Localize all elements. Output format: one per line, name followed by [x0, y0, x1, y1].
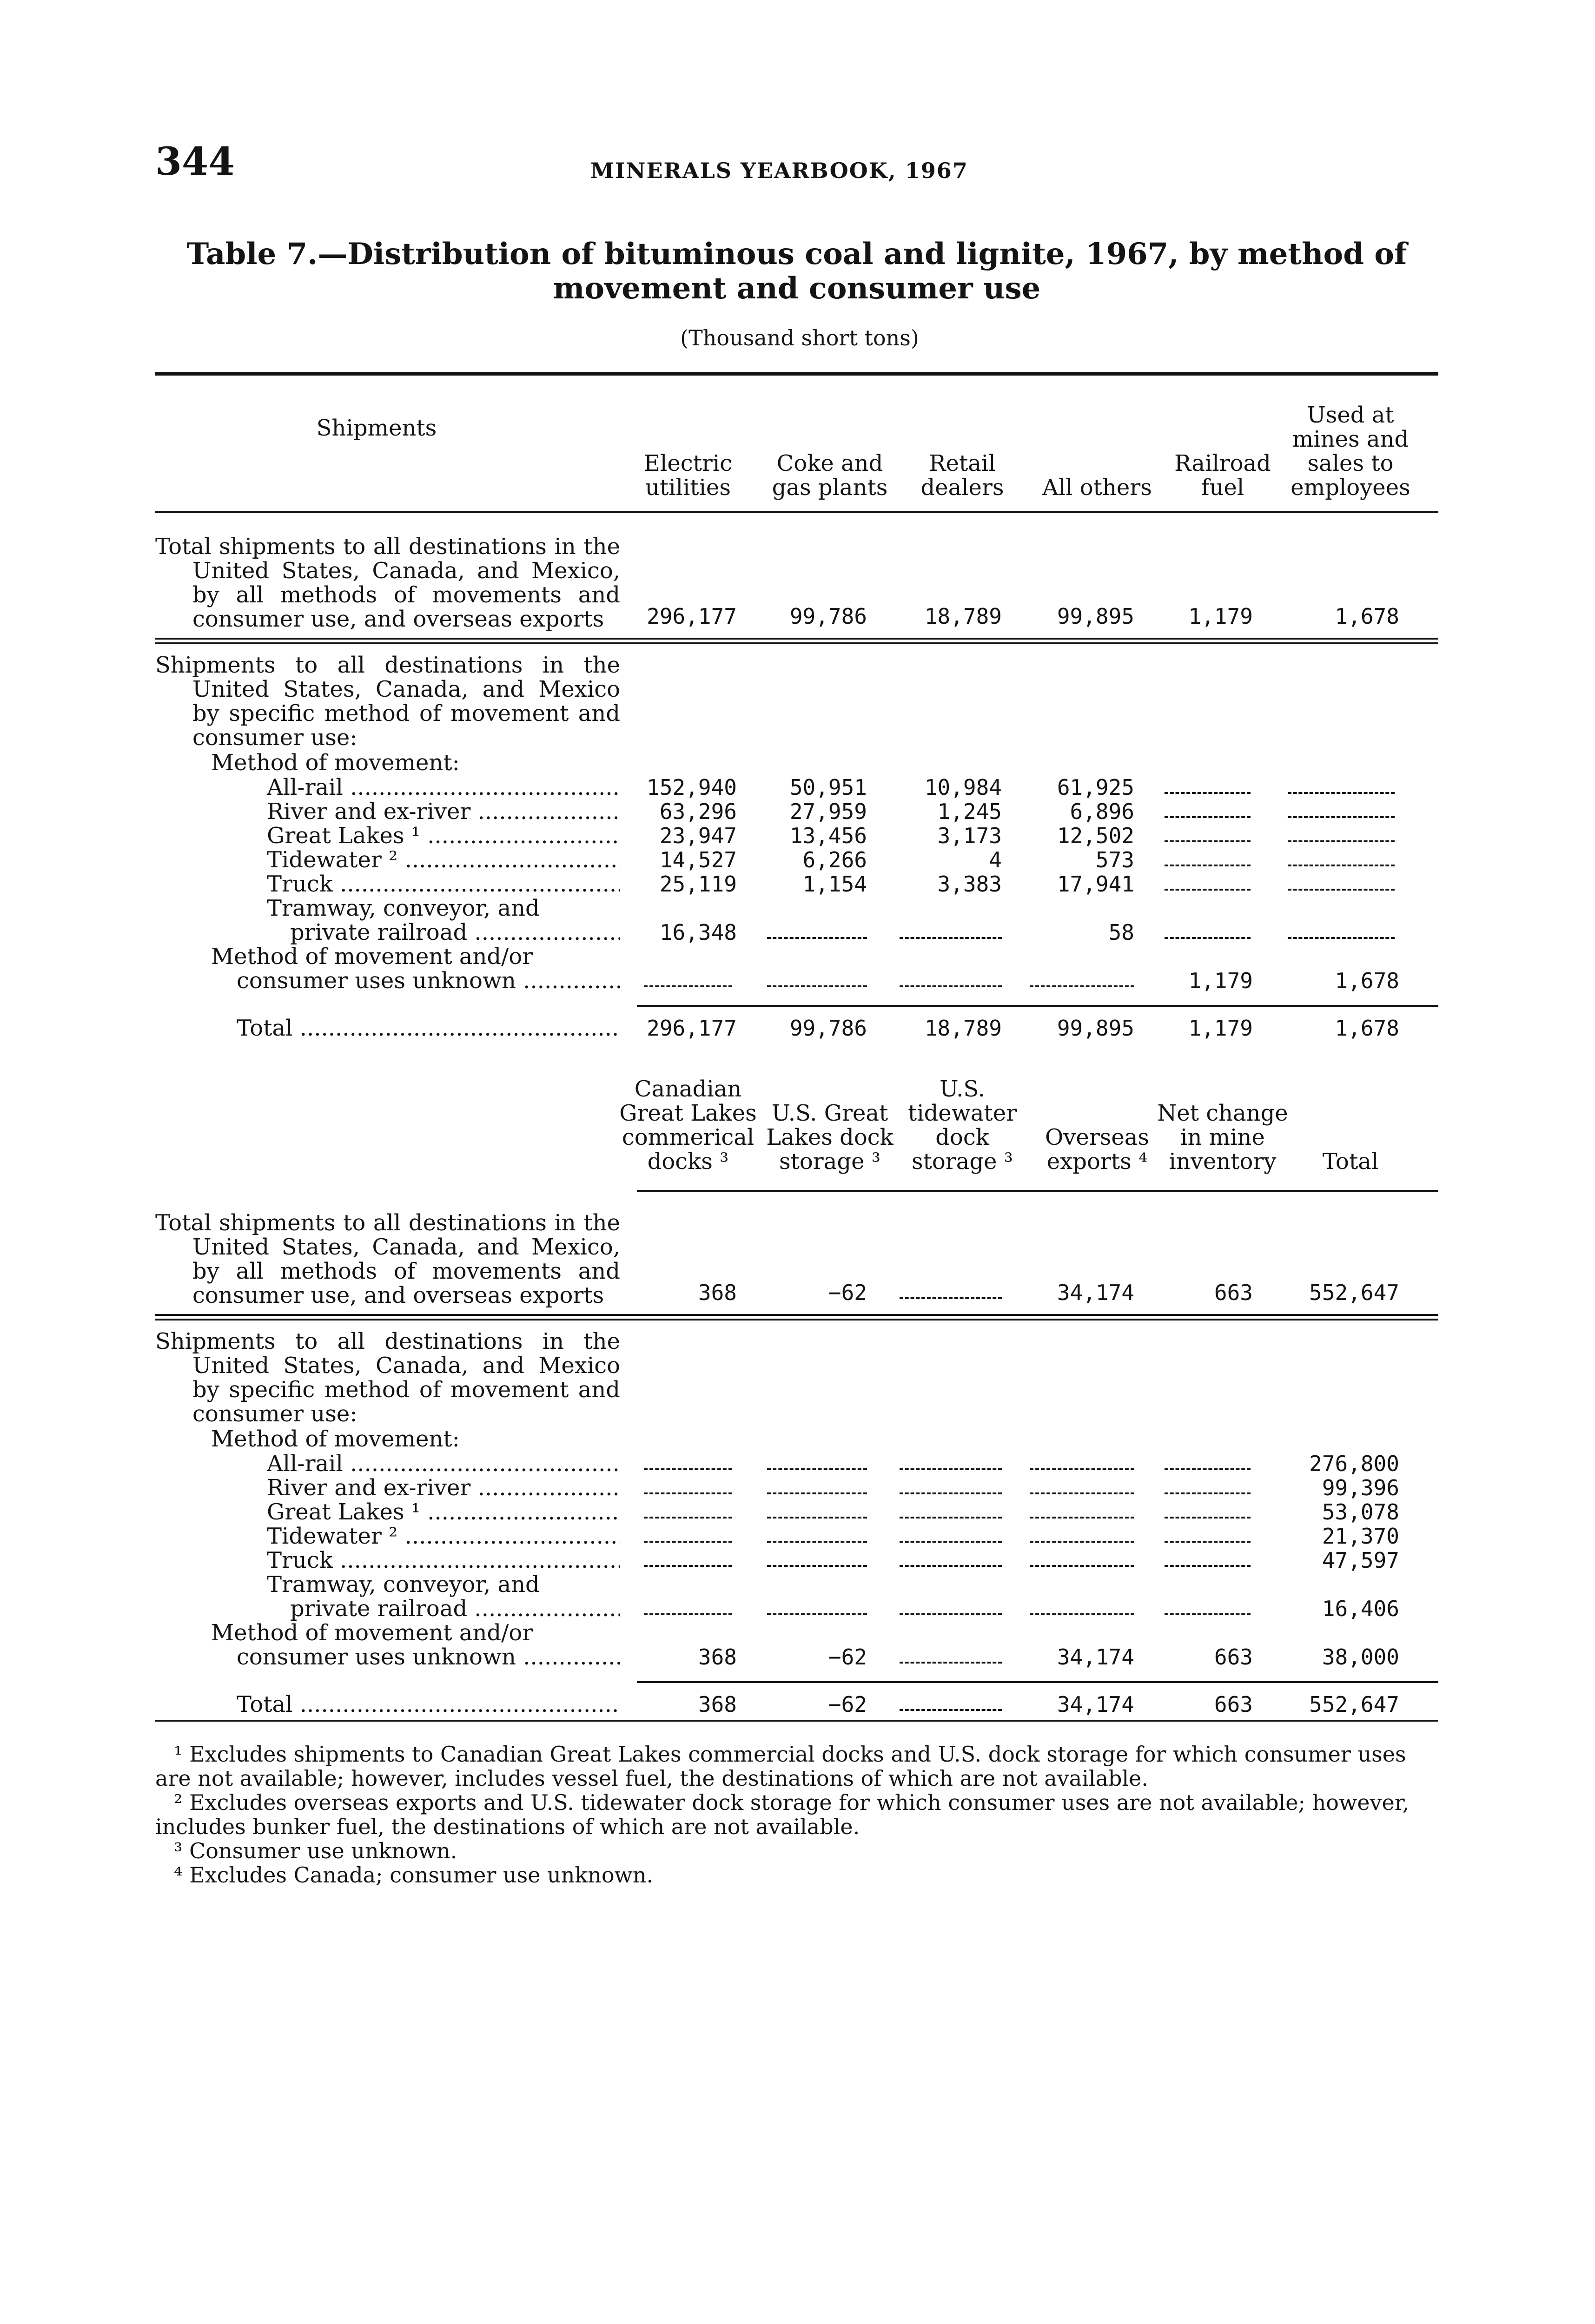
table-title-text: —Distribution of bituminous coal and lignite, 1967, by method of movement and consumer use: [318, 237, 1407, 306]
part-b-stub-total-shipments: Total shipments to all destinations in the United States, Canada, and Mexico, by all methods of movements and consumer use, and overseas exports: [155, 1210, 620, 1308]
part-b-row-tidewater-cell-6: 21,370: [1322, 1524, 1399, 1549]
part-b-row-unknown-cell-1: 368: [698, 1644, 737, 1670]
part-a-row-river-cell-1: 63,296: [659, 799, 737, 824]
part-a-row-tramway-cell-4: 58: [1108, 920, 1134, 945]
table-unit: (Thousand short tons): [680, 325, 919, 350]
part-b-row-tramway-empty-3: [900, 1613, 1002, 1615]
table-bottom-rule: [155, 1720, 1438, 1722]
part-b-row-tidewater-empty-4: [1030, 1541, 1134, 1543]
part-a-row-all-rail-empty-6: [1288, 792, 1395, 794]
part-b-stub-unknown-1: Method of movement and/or: [211, 1620, 533, 1646]
part-a-row-total-shipments-cell-6: 1,678: [1335, 604, 1399, 629]
header-b-bottom-rule: [637, 1190, 1438, 1192]
part-a-stub-unknown-1: Method of movement and/or: [211, 944, 533, 970]
header-a-bottom-rule: [155, 511, 1438, 513]
part-a-row-great-lakes-empty-6: [1288, 840, 1395, 842]
part-a-stub-method-heading: Method of movement:: [211, 750, 460, 776]
part-b-row-all-rail-empty-3: [900, 1468, 1002, 1470]
part-b-row-total-shipments-empty-3: [900, 1297, 1002, 1299]
part-b-stub-tramway-1: Tramway, conveyor, and: [267, 1571, 540, 1598]
part-a-row-total-cell-3: 18,789: [924, 1016, 1002, 1041]
header-b-col-4: Overseas exports ⁴: [1045, 1124, 1150, 1175]
part-a-row-total-cell-4: 99,895: [1057, 1016, 1134, 1041]
part-b-row-truck-empty-5: [1165, 1565, 1251, 1567]
part-a-row-tramway-cell-1: 16,348: [659, 920, 737, 945]
part-b-row-total-shipments-cell-1: 368: [698, 1280, 737, 1305]
header-a-col-1: Electric utilities: [643, 450, 733, 501]
part-b-row-total-shipments-cell-5: 663: [1214, 1280, 1253, 1305]
footnote-1: ¹ Excludes shipments to Canadian Great Lakes commercial docks and U.S. dock storage for which consumer uses are not available; however, includes vessel fuel, the destinations of which are not available.: [155, 1742, 1406, 1791]
footnote-4: ⁴ Excludes Canada; consumer use unknown.: [174, 1862, 654, 1888]
part-b-row-great-lakes-empty-3: [900, 1517, 1002, 1519]
part-b-row-total-cell-2: −62: [828, 1692, 867, 1717]
part-a-row-total-shipments-cell-5: 1,179: [1188, 604, 1253, 629]
part-a-row-all-rail-empty-5: [1165, 792, 1251, 794]
part-a-row-river-empty-5: [1165, 816, 1251, 818]
part-a-stub-unknown-2: consumer uses unknown .....: [155, 969, 620, 993]
part-b-row-unknown-cell-2: −62: [828, 1644, 867, 1670]
part-b-row-total-cell-1: 368: [698, 1692, 737, 1717]
part-a-row-truck-cell-4: 17,941: [1057, 872, 1134, 897]
part-b-stub-specific-intro: Shipments to all destinations in the United States, Canada, and Mexico by specific method of movement and consumer use:: [155, 1328, 620, 1427]
running-title: MINERALS YEARBOOK, 1967: [590, 158, 968, 183]
part-b-row-unknown-cell-6: 38,000: [1322, 1644, 1399, 1670]
part-a-row-unknown-cell-6: 1,678: [1335, 968, 1399, 993]
part-a-row-great-lakes-cell-3: 3,173: [937, 823, 1002, 848]
part-a-stub-tramway-1: Tramway, conveyor, and: [267, 895, 540, 921]
part-b-row-all-rail-empty-1: [644, 1468, 732, 1470]
part-b-row-all-rail-cell-6: 276,800: [1309, 1451, 1399, 1476]
part-a-row-tidewater-cell-2: 6,266: [802, 847, 867, 872]
part-a-row-river-empty-6: [1288, 816, 1395, 818]
part-b-stub-tidewater: Tidewater ² .....: [155, 1524, 620, 1548]
part-b-row-total-cell-4: 34,174: [1057, 1692, 1134, 1717]
part-a-row-all-rail-cell-2: 50,951: [789, 775, 867, 800]
part-a-row-unknown-empty-1: [644, 985, 732, 987]
part-b-row-unknown-cell-5: 663: [1214, 1644, 1253, 1670]
part-b-row-total-cell-6: 552,647: [1309, 1692, 1399, 1717]
part-b-row-truck-empty-3: [900, 1565, 1002, 1567]
part-a-row-all-rail-cell-1: 152,940: [647, 775, 737, 800]
part-b-row-great-lakes-empty-5: [1165, 1517, 1251, 1519]
part-a-row-river-cell-4: 6,896: [1070, 799, 1134, 824]
part-a-stub-total-shipments: Total shipments to all destinations in the United States, Canada, and Mexico, by all methods of movements and consumer use, and overseas exports: [155, 534, 620, 632]
header-b-col-5: Net change in mine inventory: [1157, 1100, 1288, 1175]
part-b-row-great-lakes-empty-4: [1030, 1517, 1134, 1519]
part-b-stub-river: River and ex-river .....: [155, 1476, 620, 1500]
part-b-row-all-rail-empty-2: [767, 1468, 867, 1470]
part-b-row-tidewater-empty-5: [1165, 1541, 1251, 1543]
part-b-row-total-empty-3: [900, 1709, 1002, 1711]
part-b-row-tidewater-empty-2: [767, 1541, 867, 1543]
part-a-stub-truck: Truck .....: [155, 872, 620, 896]
header-a-col-3: Retail dealers: [920, 450, 1004, 501]
part-a-row-great-lakes-empty-5: [1165, 840, 1251, 842]
part-a-row-river-cell-2: 27,959: [789, 799, 867, 824]
part-b-row-total-shipments-cell-2: −62: [828, 1280, 867, 1305]
part-b-row-unknown-cell-4: 34,174: [1057, 1644, 1134, 1670]
header-b-col-2: U.S. Great Lakes dock storage ³: [766, 1100, 893, 1175]
header-b-col-1: Canadian Great Lakes commerical docks ³: [619, 1076, 757, 1175]
header-a-col-6: Used at mines and sales to employees: [1291, 402, 1410, 501]
part-a-row-total-shipments-cell-2: 99,786: [789, 604, 867, 629]
stub-header: Shipments: [316, 415, 437, 441]
part-b-row-total-shipments-cell-4: 34,174: [1057, 1280, 1134, 1305]
part-a-row-total-shipments-cell-1: 296,177: [647, 604, 737, 629]
part-a-stub-tramway-2: private railroad .....: [155, 920, 620, 944]
part-a-row-total-shipments-cell-4: 99,895: [1057, 604, 1134, 629]
part-b-row-river-cell-6: 99,396: [1322, 1475, 1399, 1500]
part-b-row-truck-empty-4: [1030, 1565, 1134, 1567]
part-a-row-all-rail-cell-3: 10,984: [924, 775, 1002, 800]
part-a-total-rule: [637, 1005, 1438, 1007]
part-b-stub-all-rail: All-rail .....: [155, 1452, 620, 1476]
part-a-row-total-shipments-cell-3: 18,789: [924, 604, 1002, 629]
part-b-row-truck-empty-2: [767, 1565, 867, 1567]
part-a-row-river-cell-3: 1,245: [937, 799, 1002, 824]
part-b-row-river-empty-3: [900, 1492, 1002, 1494]
part-b-row-tidewater-empty-1: [644, 1541, 732, 1543]
part-a-row-unknown-cell-5: 1,179: [1188, 968, 1253, 993]
part-b-stub-unknown-2: consumer uses unknown .....: [155, 1645, 620, 1669]
part-a-row-tramway-empty-5: [1165, 937, 1251, 939]
part-b-row-tidewater-empty-3: [900, 1541, 1002, 1543]
part-a-row-tidewater-empty-5: [1165, 865, 1251, 866]
part-b-row-tramway-empty-5: [1165, 1613, 1251, 1615]
footnote-3: ³ Consumer use unknown.: [174, 1838, 457, 1863]
part-a-row-tramway-empty-3: [900, 937, 1002, 939]
part-a-row-great-lakes-cell-4: 12,502: [1057, 823, 1134, 848]
part-b-row-river-empty-5: [1165, 1492, 1251, 1494]
part-a-stub-tidewater: Tidewater ² .....: [155, 848, 620, 872]
part-a-row-tramway-empty-6: [1288, 937, 1395, 939]
table-title: [155, 237, 1438, 306]
part-b-row-river-empty-4: [1030, 1492, 1134, 1494]
part-b-row-river-empty-2: [767, 1492, 867, 1494]
part-a-row-total-cell-1: 296,177: [647, 1016, 737, 1041]
part-b-stub-truck: Truck .....: [155, 1548, 620, 1572]
part-a-stub-specific-intro: Shipments to all destinations in the United States, Canada, and Mexico by specific method of movement and consumer use:: [155, 652, 620, 751]
header-top-rule: [155, 372, 1438, 376]
part-b-stub-method-heading: Method of movement:: [211, 1426, 460, 1452]
part-b-stub-total: Total .....: [155, 1692, 620, 1717]
part-a-stub-river: River and ex-river .....: [155, 799, 620, 824]
part-b-row-all-rail-empty-4: [1030, 1468, 1134, 1470]
table-label: Table 7.: [186, 237, 318, 271]
part-a-row-tidewater-cell-1: 14,527: [659, 847, 737, 872]
part-b-row-great-lakes-cell-6: 53,078: [1322, 1499, 1399, 1525]
part-b-row-tramway-empty-1: [644, 1613, 732, 1615]
part-b-row-river-empty-1: [644, 1492, 732, 1494]
part-a-double-rule: [155, 638, 1438, 644]
header-a-col-2: Coke and gas plants: [772, 450, 888, 501]
page-number: 344: [155, 139, 235, 184]
part-b-row-tramway-empty-4: [1030, 1613, 1134, 1615]
part-a-stub-all-rail: All-rail .....: [155, 775, 620, 799]
part-b-row-total-cell-5: 663: [1214, 1692, 1253, 1717]
header-b-col-3: U.S. tidewater dock storage ³: [907, 1076, 1017, 1175]
part-b-row-tramway-empty-2: [767, 1613, 867, 1615]
part-b-double-rule: [155, 1314, 1438, 1320]
part-a-stub-great-lakes: Great Lakes ¹ .....: [155, 824, 620, 848]
header-a-col-5: Railroad fuel: [1174, 450, 1271, 501]
part-a-row-truck-cell-1: 25,119: [659, 872, 737, 897]
part-b-stub-tramway-2: private railroad .....: [155, 1597, 620, 1621]
part-b-row-unknown-empty-3: [900, 1662, 1002, 1664]
header-b-col-6: Total: [1322, 1149, 1379, 1175]
part-a-row-tidewater-cell-3: 4: [989, 847, 1002, 872]
part-b-row-great-lakes-empty-2: [767, 1517, 867, 1519]
part-a-row-great-lakes-cell-2: 13,456: [789, 823, 867, 848]
part-a-row-total-cell-5: 1,179: [1188, 1016, 1253, 1041]
part-a-row-truck-empty-6: [1288, 889, 1395, 891]
part-a-row-tidewater-empty-6: [1288, 865, 1395, 866]
part-a-row-great-lakes-cell-1: 23,947: [659, 823, 737, 848]
part-a-row-tramway-empty-2: [767, 937, 867, 939]
part-b-row-great-lakes-empty-1: [644, 1517, 732, 1519]
header-a-col-4: All others: [1042, 475, 1152, 501]
part-a-row-unknown-empty-2: [767, 985, 867, 987]
part-b-row-truck-cell-6: 47,597: [1322, 1548, 1399, 1573]
part-a-row-total-cell-6: 1,678: [1335, 1016, 1399, 1041]
part-b-row-tramway-cell-6: 16,406: [1322, 1596, 1399, 1621]
part-b-total-rule: [637, 1681, 1438, 1683]
part-a-row-tidewater-cell-4: 573: [1095, 847, 1134, 872]
part-a-row-truck-cell-2: 1,154: [802, 872, 867, 897]
part-b-row-truck-empty-1: [644, 1565, 732, 1567]
part-b-stub-great-lakes: Great Lakes ¹ .....: [155, 1500, 620, 1524]
footnote-2: ² Excludes overseas exports and U.S. tidewater dock storage for which consumer uses are not available; however, includes bunker fuel, the destinations of which are not available.: [155, 1790, 1410, 1839]
part-b-row-total-shipments-cell-6: 552,647: [1309, 1280, 1399, 1305]
part-a-stub-total: Total .....: [155, 1016, 620, 1040]
part-a-row-total-cell-2: 99,786: [789, 1016, 867, 1041]
part-a-row-truck-empty-5: [1165, 889, 1251, 891]
part-a-row-truck-cell-3: 3,383: [937, 872, 1002, 897]
part-a-row-unknown-empty-3: [900, 985, 1002, 987]
part-b-row-all-rail-empty-5: [1165, 1468, 1251, 1470]
part-a-row-all-rail-cell-4: 61,925: [1057, 775, 1134, 800]
